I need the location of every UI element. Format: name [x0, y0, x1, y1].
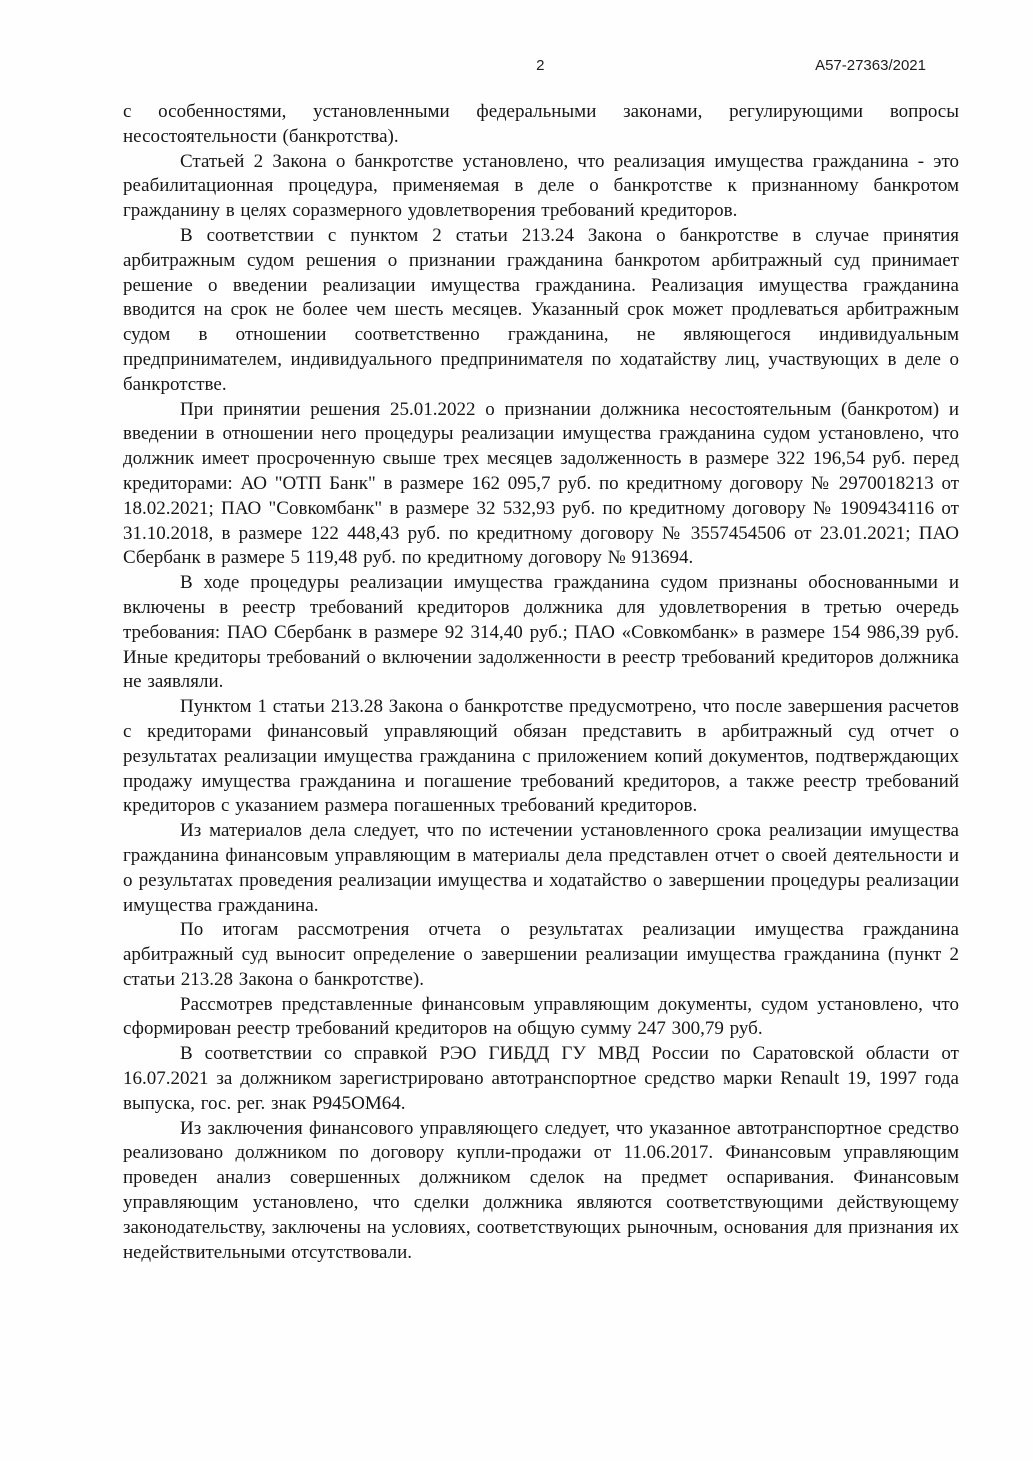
paragraph: Из заключения финансового управляющего следует, что указанное автотранспортное средство реализовано должником по договору купли-продажи от 11.06.2017. Финансовым управляющим проведен анализ совершенных должником сделок на предмет оспаривания. Финансовым управляющим установлено, что сделки должника являются соответствующими действующему законодательству, заключены на условиях, соответствующих рыночным, основания для признания их недействительными отсутствовали.: [123, 1117, 959, 1263]
paragraph: В соответствии со справкой РЭО ГИБДД ГУ МВД России по Саратовской области от 16.07.2021 за должником зарегистрировано автотранспортное средство марки Renault 19, 1997 года выпуска, гос. рег. знак Р945ОМ64.: [123, 1043, 959, 1114]
paragraph: Рассмотрев представленные финансовым управляющим документы, судом установлено, что сформирован реестр требований кредиторов на общую сумму 247 300,79 руб.: [123, 993, 959, 1040]
page-header: [123, 57, 958, 79]
paragraph: По итогам рассмотрения отчета о результатах реализации имущества гражданина арбитражный суд выносит определение о завершении реализации имущества гражданина (пункт 2 статьи 213.28 Закона о банкротстве).: [123, 919, 959, 990]
paragraph-continuation: с особенностями, установленными федеральными законами, регулирующими вопросы несостоятельности (банкротства).: [123, 101, 959, 147]
paragraph: В соответствии с пунктом 2 статьи 213.24 Закона о банкротстве в случае принятия арбитражным судом решения о признании гражданина банкротом арбитражный суд принимает решение о введении реализации имущества гражданина. Реализация имущества гражданина вводится на срок не более чем шесть месяцев. Указанный срок может продлеваться арбитражным судом в отношении соответственно гражданина, не являющегося индивидуальным предпринимателем, индивидуального предпринимателя по ходатайству лиц, участвующих в деле о банкротстве.: [123, 224, 959, 395]
paragraph: Статьей 2 Закона о банкротстве установлено, что реализация имущества гражданина - это реабилитационная процедура, применяемая в деле о банкротстве к признанному банкротом гражданину в целях соразмерного удовлетворения требований кредиторов.: [123, 150, 959, 222]
paragraph: В ходе процедуры реализации имущества гражданина судом признаны обоснованными и включены в реестр требований кредиторов должника для удовлетворения в третью очередь требования: ПАО Сбербанк в размере 92 314,40 руб.; ПАО «Совкомбанк» в размере 154 986,39 руб. Иные кредиторы требований о включении задолженности в реестр требований кредиторов должника не заявляли.: [123, 572, 959, 693]
document-body: [123, 100, 959, 1265]
paragraph: Из материалов дела следует, что по истечении установленного срока реализации имущества гражданина финансовым управляющим в материалы дела представлен отчет о своей деятельности и о результатах проведения реализации имущества и ходатайство о завершении процедуры реализации имущества гражданина.: [123, 820, 959, 916]
case-number: А57-27363/2021: [815, 57, 926, 74]
paragraph: При принятии решения 25.01.2022 о признании должника несостоятельным (банкротом) и введении в отношении него процедуры реализации имущества гражданина судом установлено, что должник имеет просроченную свыше трех месяцев задолженность в размере 322 196,54 руб. перед кредиторами: АО "ОТП Банк" в размере 162 095,7 руб. по кредитному договору № 2970018213 от 18.02.2021; ПАО "Совкомбанк" в размере 32 532,93 руб. по кредитному договору № 1909434116 от 31.10.2018, в размере 122 448,43 руб. по кредитному договору № 3557454506 от 23.01.2021; ПАО Сбербанк в размере 5 119,48 руб. по кредитному договору № 913694.: [123, 398, 959, 569]
page-number: 2: [536, 57, 545, 74]
paragraph: Пунктом 1 статьи 213.28 Закона о банкротстве предусмотрено, что после завершения расчетов с кредиторами финансовый управляющий обязан представить в арбитражный суд отчет о результатах реализации имущества гражданина с приложением копий документов, подтверждающих продажу имущества гражданина и погашение требований кредиторов, а также реестр требований кредиторов с указанием размера погашенных требований кредиторов.: [123, 696, 959, 817]
